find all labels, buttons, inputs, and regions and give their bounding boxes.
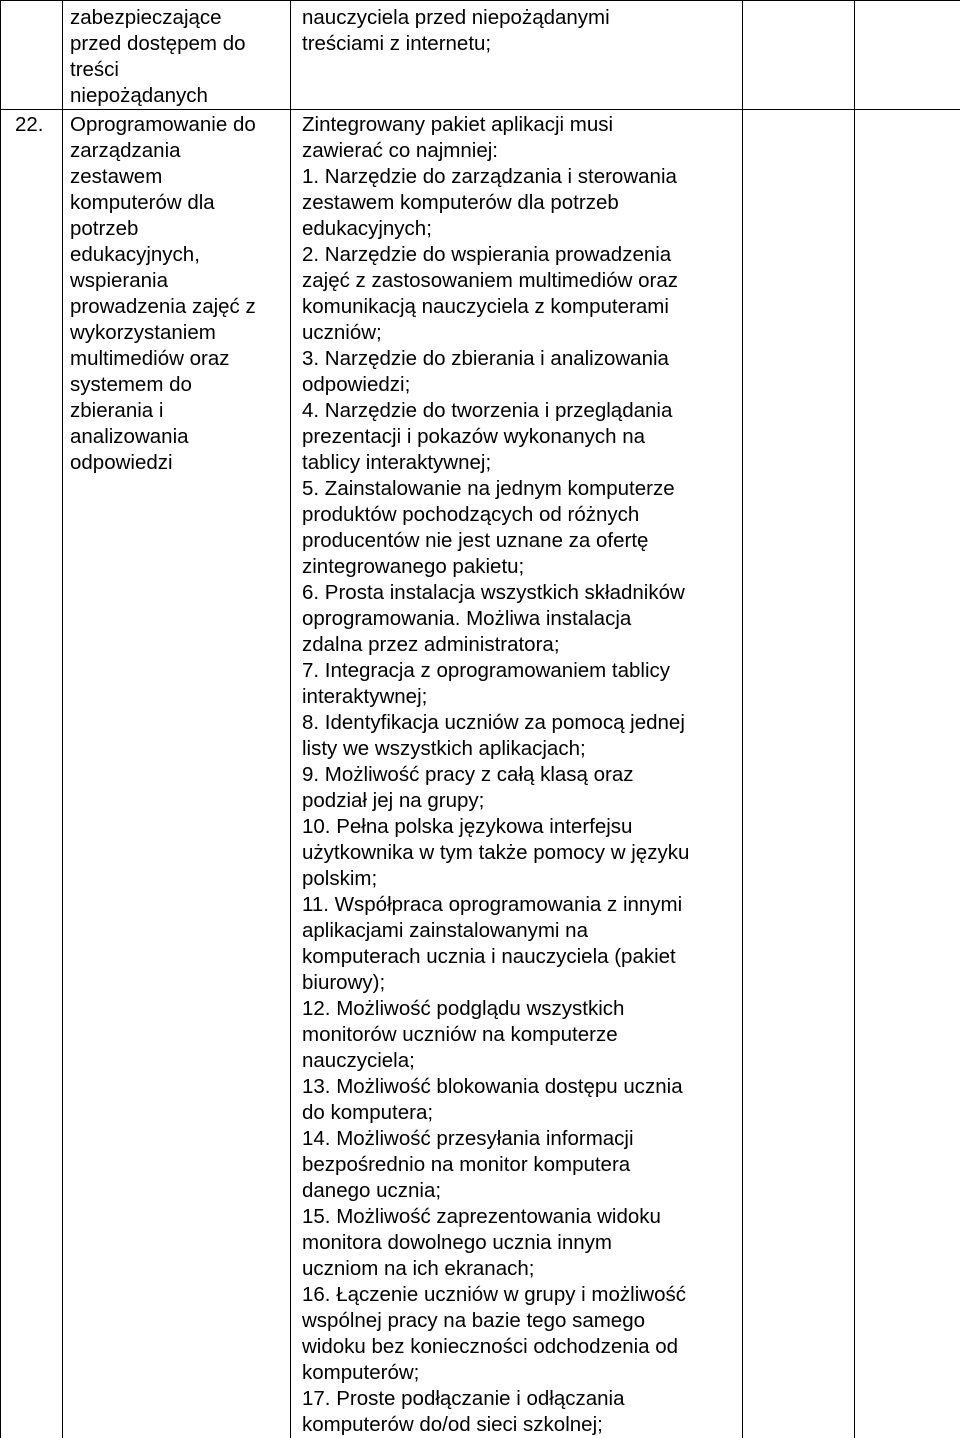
requirement-line: 14. Możliwość przesyłania informacji [302, 1126, 736, 1152]
item-name-cell [63, 1, 291, 110]
requirement-line: zajęć z zastosowaniem multimediów oraz [302, 268, 736, 294]
item-name-line: zbierania i [70, 398, 284, 424]
requirement-item [302, 242, 736, 346]
requirement-item [302, 346, 736, 398]
requirement-line: komputerów; [302, 1360, 736, 1386]
requirement-item [302, 762, 736, 814]
requirement-line: prezentacji i pokazów wykonanych na [302, 424, 736, 450]
requirement-item [302, 476, 736, 580]
item-name-line: zarządzania [70, 138, 284, 164]
requirement-line: 3. Narzędzie do zbierania i analizowania [302, 346, 736, 372]
requirement-item [302, 892, 736, 996]
requirement-line: komunikacją nauczyciela z komputerami [302, 294, 736, 320]
requirement-line: uczniów; [302, 320, 736, 346]
requirement-line: produktów pochodzących od różnych [302, 502, 736, 528]
requirement-line: podział jej na grupy; [302, 788, 736, 814]
item-name-line: Oprogramowanie do [70, 112, 284, 138]
requirement-item [302, 710, 736, 762]
requirement-line: widoku bez konieczności odchodzenia od [302, 1334, 736, 1360]
requirement-line: 10. Pełna polska językowa interfejsu [302, 814, 736, 840]
requirement-line: 7. Integracja z oprogramowaniem tablicy [302, 658, 736, 684]
requirements-text [291, 1, 742, 57]
item-name-line: odpowiedzi [70, 450, 284, 476]
requirement-line: 4. Narzędzie do tworzenia i przeglądania [302, 398, 736, 424]
requirement-line: 9. Możliwość pracy z całą klasą oraz [302, 762, 736, 788]
requirement-item [302, 1282, 736, 1386]
requirement-item [302, 164, 736, 242]
table-row [1, 1, 960, 110]
item-name-line: komputerów dla [70, 190, 284, 216]
empty-cell [855, 110, 960, 1438]
requirement-line: producentów nie jest uznane za ofertę [302, 528, 736, 554]
requirement-item [302, 398, 736, 476]
requirement-line: monitorów uczniów na komputerze [302, 1022, 736, 1048]
requirements-cell [291, 1, 743, 110]
requirement-item [302, 814, 736, 892]
requirement-line: 12. Możliwość podglądu wszystkich [302, 996, 736, 1022]
item-name-line: systemem do [70, 372, 284, 398]
requirement-line: 2. Narzędzie do wspierania prowadzenia [302, 242, 736, 268]
row-number-cell [1, 110, 63, 1438]
requirement-line: 1. Narzędzie do zarządzania i sterowania [302, 164, 736, 190]
item-name-line: zestawem [70, 164, 284, 190]
item-name-line: edukacyjnych, [70, 242, 284, 268]
requirement-line: interaktywnej; [302, 684, 736, 710]
item-name-line: analizowania [70, 424, 284, 450]
item-name-line: niepożądanych [70, 83, 284, 109]
item-name-cell [63, 110, 291, 1438]
requirement-line: odpowiedzi; [302, 372, 736, 398]
requirement-item [302, 658, 736, 710]
row-number: 22. [15, 112, 62, 138]
requirement-line: zintegrowanego pakietu; [302, 554, 736, 580]
item-name-line: prowadzenia zajęć z [70, 294, 284, 320]
requirement-line: użytkownika w tym także pomocy w języku [302, 840, 736, 866]
item-name-line: multimediów oraz [70, 346, 284, 372]
requirement-line: do komputera; [302, 1100, 736, 1126]
requirement-line: polskim; [302, 866, 736, 892]
item-name-line: treści [70, 57, 284, 83]
requirement-line: komputerów do/od sieci szkolnej; [302, 1412, 736, 1438]
requirement-line: danego ucznia; [302, 1178, 736, 1204]
requirement-item [302, 1074, 736, 1126]
empty-cell [743, 110, 855, 1438]
requirement-line: biurowy); [302, 970, 736, 996]
requirement-line: monitora dowolnego ucznia innym [302, 1230, 736, 1256]
requirement-line: zestawem komputerów dla potrzeb [302, 190, 736, 216]
requirement-line: wspólnej pracy na bazie tego samego [302, 1308, 736, 1334]
requirements-cell [291, 110, 743, 1438]
requirement-line: 13. Możliwość blokowania dostępu ucznia [302, 1074, 736, 1100]
requirement-item [302, 580, 736, 658]
requirement-line: edukacyjnych; [302, 216, 736, 242]
requirement-line: treściami z internetu; [302, 31, 736, 57]
requirement-line: 15. Możliwość zaprezentowania widoku [302, 1204, 736, 1230]
requirement-line: zdalna przez administratora; [302, 632, 736, 658]
requirement-line: bezpośrednio na monitor komputera [302, 1152, 736, 1178]
empty-cell [855, 1, 960, 110]
requirement-line: 8. Identyfikacja uczniów za pomocą jednej [302, 710, 736, 736]
row-number-cell [1, 1, 63, 110]
requirement-line: oprogramowania. Możliwa instalacja [302, 606, 736, 632]
requirement-line: tablicy interaktywnej; [302, 450, 736, 476]
requirement-line: 11. Współpraca oprogramowania z innymi [302, 892, 736, 918]
item-name [63, 110, 290, 476]
requirement-item [302, 996, 736, 1074]
item-name-line: wykorzystaniem [70, 320, 284, 346]
item-name-line: przed dostępem do [70, 31, 284, 57]
requirement-line: 6. Prosta instalacja wszystkich składników [302, 580, 736, 606]
requirement-line: nauczyciela; [302, 1048, 736, 1074]
requirement-item [302, 1126, 736, 1204]
requirement-line: komputerach ucznia i nauczyciela (pakiet [302, 944, 736, 970]
requirement-line: aplikacjami zainstalowanymi na [302, 918, 736, 944]
item-name-line: zabezpieczające [70, 5, 284, 31]
item-name-line: potrzeb [70, 216, 284, 242]
item-name-line: wspierania [70, 268, 284, 294]
empty-cell [743, 1, 855, 110]
requirement-line: Zintegrowany pakiet aplikacji musi [302, 112, 736, 138]
requirements-text [291, 110, 742, 1438]
requirements-intro [302, 112, 736, 164]
requirement-line: nauczyciela przed niepożądanymi [302, 5, 736, 31]
requirement-line: 17. Proste podłączanie i odłączania [302, 1386, 736, 1412]
requirement-line: listy we wszystkich aplikacjach; [302, 736, 736, 762]
requirement-line: 5. Zainstalowanie na jednym komputerze [302, 476, 736, 502]
requirement-line: zawierać co najmniej: [302, 138, 736, 164]
requirement-line: 16. Łączenie uczniów w grupy i możliwość [302, 1282, 736, 1308]
requirement-item [302, 1386, 736, 1438]
requirements-list [302, 164, 736, 1438]
requirement-line: uczniom na ich ekranach; [302, 1256, 736, 1282]
item-name [63, 1, 290, 109]
requirement-item [302, 1204, 736, 1282]
table-row [1, 110, 960, 1438]
